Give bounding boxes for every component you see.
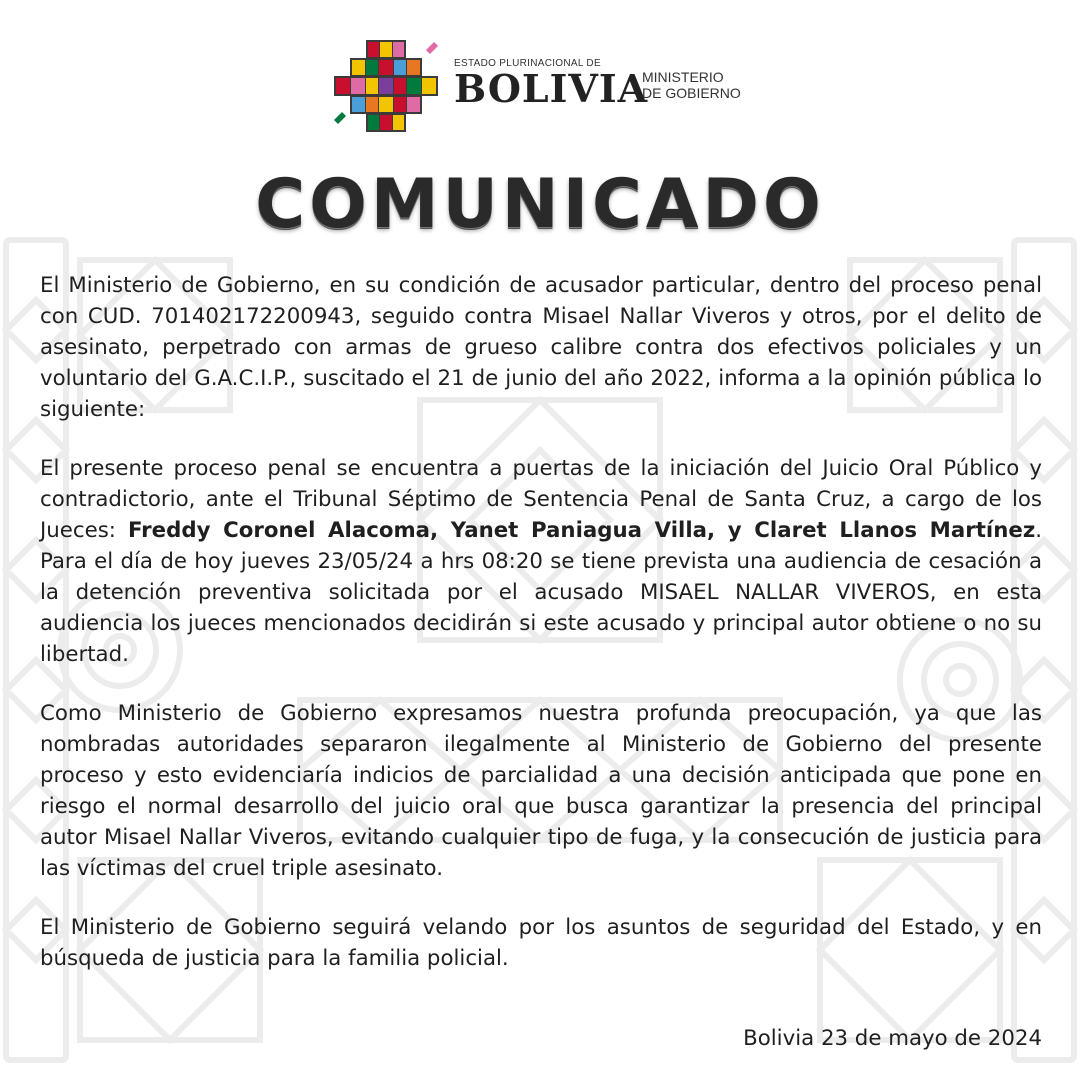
ministry-line-2: DE GOBIERNO [642, 85, 741, 101]
paragraph-2-end: . Para el día de hoy jueves 23/05/24 a hrs 08:20 se tiene prevista una audiencia de cesación a la detención preventiva solicitada por el acusado MISAEL NALLAR VIVEROS, en esta audiencia los jueces mencionados decidirán si este acusado y principal autor obtiene o no su libertad. [40, 518, 1043, 667]
ministry-name [642, 69, 741, 101]
paragraph-2-start: El presente proceso penal se encuentra a puertas de la iniciación del Juicio Oral Público y contradictorio, ante el Tribunal Séptimo de Sentencia Penal de Santa Cruz, a cargo de los Jueces: [40, 456, 1042, 543]
brand-subtitle: ESTADO PLURINACIONAL DE [454, 58, 601, 69]
ministry-line-1: MINISTERIO [642, 69, 724, 85]
paragraph-2 [40, 453, 1042, 670]
page-title: COMUNICADO [255, 165, 825, 244]
paragraph-4: El Ministerio de Gobierno seguirá velando por los asuntos de seguridad del Estado, y en búsqueda de justicia para la familia policial. [40, 915, 1042, 971]
communique-body [40, 270, 1042, 1002]
paragraph-3: Como Ministerio de Gobierno expresamos nuestra profunda preocupación, ya que las nombradas autoridades separaron ilegalmente al Ministerio de Gobierno del presente proceso y esto evidenciaría indicios de parcialidad a una decisión anticipada que pone en riesgo el normal desarrollo del juicio oral que busca garantizar la presencia del principal autor Misael Nallar Viveros, evitando cualquier tipo de fuga, y la consecución de justicia para las víctimas del cruel triple asesinato. [40, 701, 1042, 881]
paragraph-1: El Ministerio de Gobierno, en su condición de acusador particular, dentro del proceso penal con CUD. 701402172200943, seguido contra Misael Nallar Viveros y otros, por el delito de asesinato, perpetrado con armas de grueso calibre contra dos efectivos policiales y un voluntario del G.A.C.I.P., suscitado el 21 de junio del año 2022, informa a la opinión pública lo siguiente: [40, 273, 1042, 422]
brand-name: BOLIVIA [454, 66, 649, 111]
judges-names: Freddy Coronel Alacoma, Yanet Paniagua Villa, y Claret Llanos Martínez [127, 518, 1036, 543]
header [330, 36, 760, 136]
bolivia-chakana-emblem-icon [330, 36, 442, 136]
brand [454, 58, 648, 109]
date-line: Bolivia 23 de mayo de 2024 [743, 1026, 1042, 1051]
